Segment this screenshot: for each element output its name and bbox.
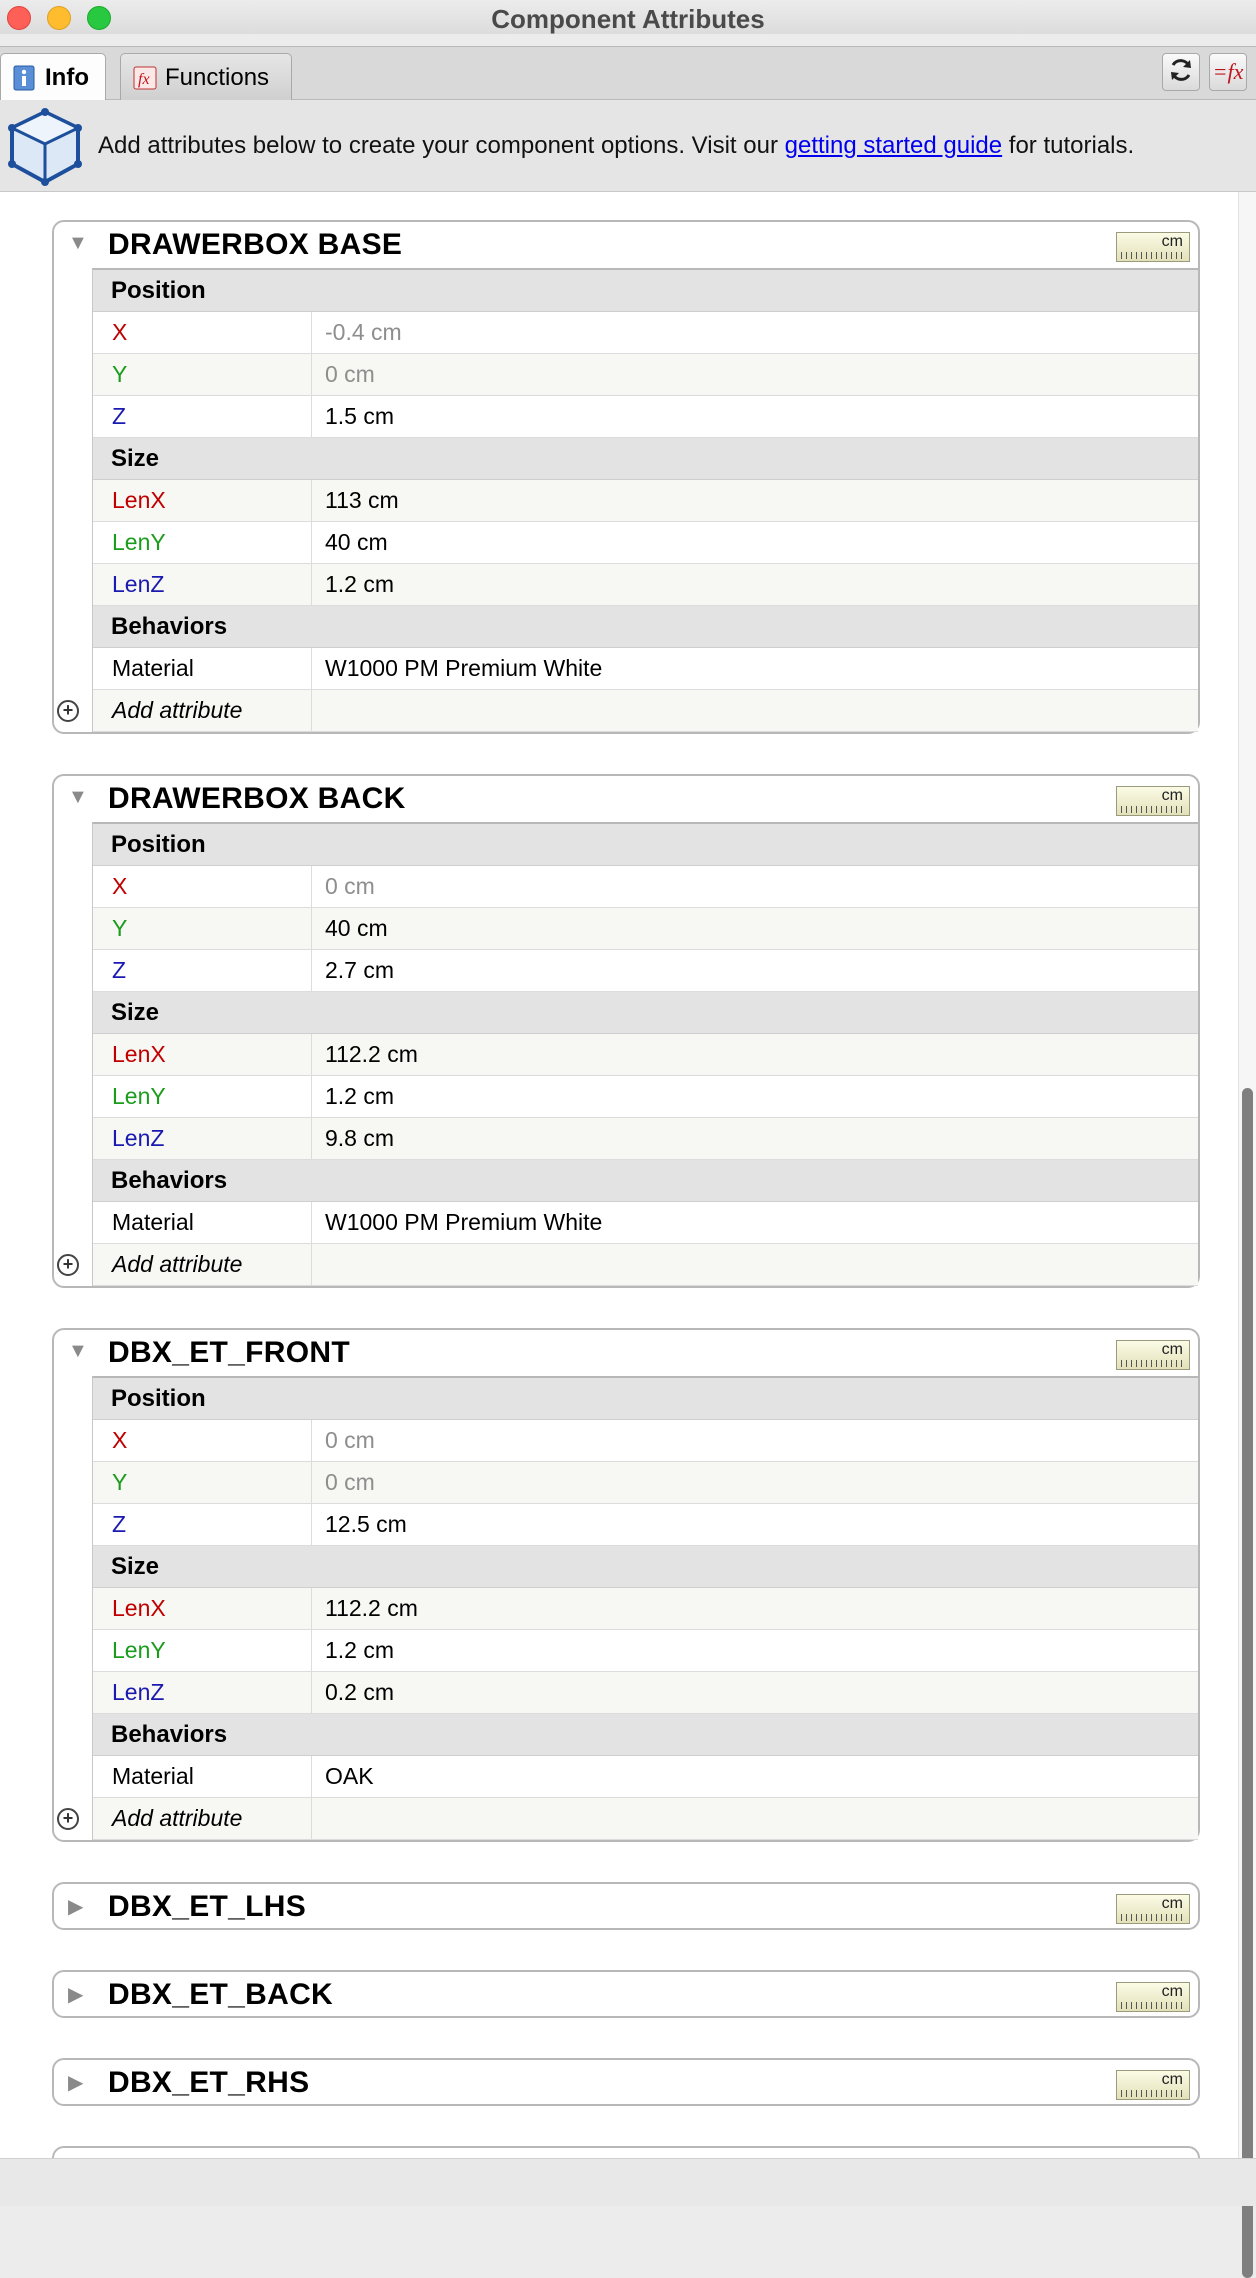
attribute-row-leny[interactable]: LenY 1.2 cm [93,1076,1198,1118]
attribute-value[interactable]: W1000 PM Premium White [325,1209,603,1235]
ruler-icon [1121,252,1185,259]
component-header[interactable] [54,1972,1198,2016]
component-header[interactable] [54,222,1198,268]
formula-button[interactable] [1209,53,1247,91]
unit-toggle-button[interactable]: cm [1116,1982,1190,2012]
info-banner [0,100,1256,192]
attribute-row-y[interactable]: Y 40 cm [93,908,1198,950]
attribute-value[interactable]: W1000 PM Premium White [325,655,603,681]
section-header-size: Size [93,992,1198,1034]
component-name: DBX_ET_RHS [108,2066,310,2099]
component-section-collapsed[interactable] [52,2058,1200,2106]
collapse-triangle-icon[interactable]: ▼ [68,1340,88,1362]
attribute-row-material[interactable]: Material W1000 PM Premium White [93,1202,1198,1244]
attribute-value[interactable]: 1.2 cm [325,1083,395,1109]
attribute-row-z[interactable]: Z 2.7 cm [93,950,1198,992]
section-header-size: Size [93,1546,1198,1588]
attribute-value[interactable]: 1.5 cm [325,403,395,429]
component-header[interactable] [54,776,1198,822]
expand-triangle-icon[interactable]: ▶ [68,1984,84,2006]
component-cube-icon [6,108,84,186]
attribute-value[interactable]: 0 cm [325,1469,375,1495]
component-name: DBX_ET_LHS [108,1890,307,1923]
attribute-value[interactable]: OAK [325,1763,374,1789]
component-header[interactable] [54,1884,1198,1928]
getting-started-link[interactable]: getting started guide [784,132,1003,159]
section-header-size: Size [93,438,1198,480]
unit-toggle-button[interactable]: cm [1116,786,1190,816]
unit-toggle-button[interactable]: cm [1116,232,1190,262]
attribute-row-z[interactable]: Z 1.5 cm [93,396,1198,438]
attribute-row-x[interactable]: X 0 cm [93,1420,1198,1462]
collapse-triangle-icon[interactable]: ▼ [68,232,88,254]
add-attribute-row[interactable]: + Add attribute [93,690,1198,732]
component-section [52,220,1200,734]
attribute-row-lenx[interactable]: LenX 112.2 cm [93,1034,1198,1076]
section-header-position: Position [93,824,1198,866]
attribute-value[interactable]: 113 cm [325,487,399,513]
attribute-row-y[interactable]: Y 0 cm [93,1462,1198,1504]
ruler-icon [1121,2090,1185,2097]
attribute-row-z[interactable]: Z 12.5 cm [93,1504,1198,1546]
attribute-row-leny[interactable]: LenY 1.2 cm [93,1630,1198,1672]
attribute-value[interactable]: 12.5 cm [325,1511,407,1537]
section-header-behaviors: Behaviors [93,1714,1198,1756]
attribute-row-lenz[interactable]: LenZ 1.2 cm [93,564,1198,606]
ruler-icon [1121,1360,1185,1367]
attribute-grid [62,822,1198,1286]
add-attribute-row[interactable]: + Add attribute [93,1244,1198,1286]
attribute-value[interactable]: 0 cm [325,1427,375,1453]
component-section [52,1328,1200,1842]
attribute-row-lenz[interactable]: LenZ 0.2 cm [93,1672,1198,1714]
unit-toggle-button[interactable]: cm [1116,1894,1190,1924]
add-attribute-plus-icon[interactable]: + [57,1254,79,1276]
tab-bar [0,46,1256,100]
attribute-value[interactable]: 112.2 cm [325,1595,418,1621]
section-header-behaviors: Behaviors [93,1160,1198,1202]
attribute-row-lenx[interactable]: LenX 113 cm [93,480,1198,522]
attribute-value[interactable]: 9.8 cm [325,1125,395,1151]
unit-toggle-button[interactable]: cm [1116,1340,1190,1370]
attribute-value[interactable]: 0.2 cm [325,1679,395,1705]
bottom-bar [0,2158,1256,2206]
window-title: Component Attributes [491,4,765,34]
add-attribute-row[interactable]: + Add attribute [93,1798,1198,1840]
tab-info-label: Info [45,63,89,91]
attribute-row-material[interactable]: Material W1000 PM Premium White [93,648,1198,690]
attribute-value[interactable]: 112.2 cm [325,1041,418,1067]
component-section-collapsed[interactable] [52,1882,1200,1930]
expand-triangle-icon[interactable]: ▶ [68,1896,84,1918]
refresh-icon [1168,57,1194,88]
attribute-row-lenz[interactable]: LenZ 9.8 cm [93,1118,1198,1160]
section-header-position: Position [93,1378,1198,1420]
attribute-value[interactable]: 40 cm [325,915,388,941]
attributes-panel[interactable] [0,192,1238,2158]
attribute-value[interactable]: -0.4 cm [325,319,402,345]
component-header[interactable] [54,1330,1198,1376]
attribute-grid [62,1376,1198,1840]
attribute-row-x[interactable]: X -0.4 cm [93,312,1198,354]
attribute-row-material[interactable]: Material OAK [93,1756,1198,1798]
component-name: DBX_ET_FRONT [108,1336,350,1369]
collapse-triangle-icon[interactable]: ▼ [68,786,88,808]
svg-text:fx: fx [138,70,150,88]
unit-toggle-button[interactable]: cm [1116,2070,1190,2100]
tab-functions[interactable] [120,53,292,101]
attribute-value[interactable]: 0 cm [325,873,375,899]
info-icon [13,65,35,91]
vertical-scrollbar[interactable] [1238,192,1256,2158]
attribute-value[interactable]: 40 cm [325,529,388,555]
ruler-icon [1121,2002,1185,2009]
ruler-icon [1121,1914,1185,1921]
component-name: DBX_ET_BACK [108,1978,334,2011]
component-section [52,774,1200,1288]
attribute-row-x[interactable]: X 0 cm [93,866,1198,908]
tab-info[interactable] [0,53,106,101]
attribute-value[interactable]: 1.2 cm [325,1637,395,1663]
function-icon [133,65,155,91]
tab-functions-label: Functions [165,63,270,91]
add-attribute-plus-icon[interactable]: + [57,1808,79,1830]
attribute-grid [62,268,1198,732]
refresh-button[interactable] [1162,53,1200,91]
attribute-row-lenx[interactable]: LenX 112.2 cm [93,1588,1198,1630]
component-name: DRAWERBOX BASE [108,228,403,261]
attribute-value[interactable]: 0 cm [325,361,375,387]
component-section-partial[interactable] [52,2146,1200,2158]
title-bar [0,0,1256,34]
scrollbar-thumb[interactable] [1242,1088,1253,2278]
add-attribute-plus-icon[interactable]: + [57,700,79,722]
attribute-value[interactable]: 1.2 cm [325,571,395,597]
component-name: DRAWERBOX BACK [108,782,406,815]
attribute-value[interactable]: 2.7 cm [325,957,395,983]
component-section-collapsed[interactable] [52,1970,1200,2018]
attribute-row-leny[interactable]: LenY 40 cm [93,522,1198,564]
expand-triangle-icon[interactable]: ▶ [68,2072,84,2094]
formula-icon: =fx [1212,59,1244,84]
component-header[interactable] [54,2060,1198,2104]
section-header-position: Position [93,270,1198,312]
banner-message: Add attributes below to create your component options. Visit our getting started guide for tutorials. [98,132,1135,159]
attribute-row-y[interactable]: Y 0 cm [93,354,1198,396]
ruler-icon [1121,806,1185,813]
section-header-behaviors: Behaviors [93,606,1198,648]
